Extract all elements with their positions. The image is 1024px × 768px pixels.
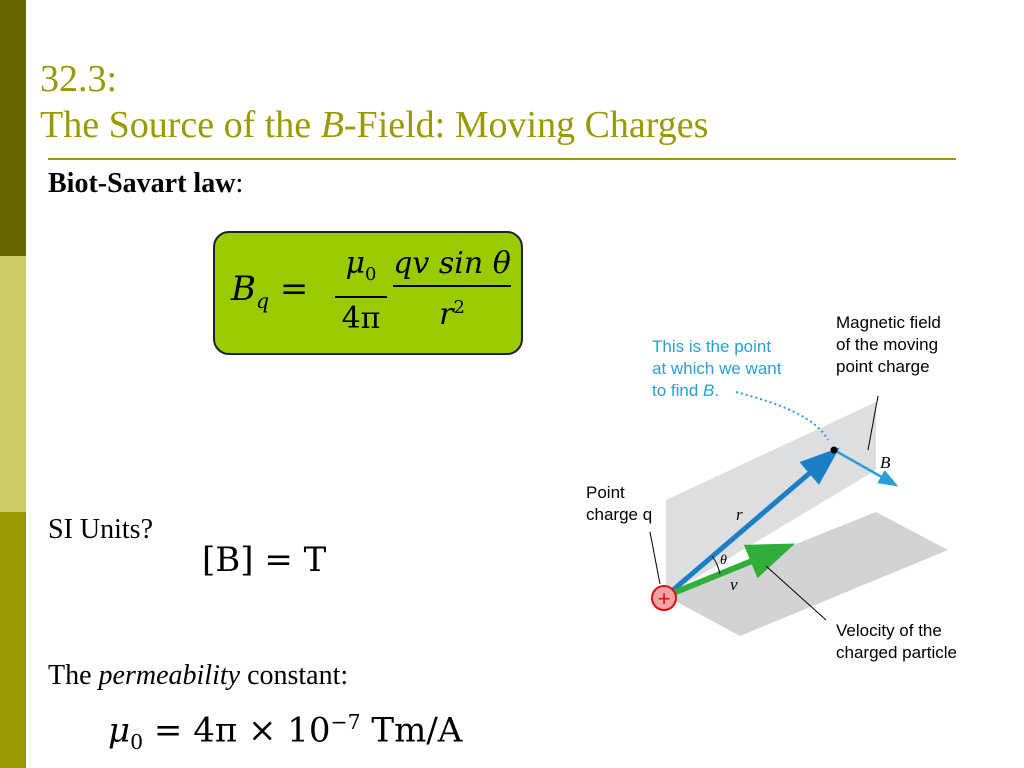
- frac1-denominator: 4π: [341, 300, 381, 336]
- slide-title: [40, 56, 708, 148]
- field-line-2: of the moving: [836, 335, 939, 354]
- fraction-qvsin-over-r2: [393, 245, 511, 334]
- si-units-equation: [B] = T: [202, 540, 327, 580]
- note-line-2: at which we want: [652, 359, 782, 378]
- permeability-sentence: [48, 660, 348, 692]
- r-label: r: [736, 505, 743, 524]
- formula-lhs: [231, 269, 308, 313]
- field-line-1: Magnetic field: [836, 313, 941, 332]
- side-bar-bottom: [0, 512, 26, 768]
- title-text-pre: The Source of the: [40, 104, 321, 146]
- frac1-mu: μ: [345, 246, 366, 281]
- title-text-italic: B: [320, 104, 344, 146]
- B-label: B: [880, 453, 891, 472]
- field-label: [836, 312, 941, 378]
- frac2-denominator: [393, 289, 511, 334]
- mu-rhs: = 4π × 10: [143, 710, 331, 751]
- velocity-label: [836, 620, 957, 664]
- perm-pre: The: [48, 660, 99, 691]
- frac1-bar: [335, 296, 387, 298]
- title-underline: [48, 158, 956, 160]
- side-bar-top: [0, 0, 26, 256]
- formula-equals: =: [279, 269, 309, 309]
- theta-label: θ: [720, 553, 727, 568]
- moving-charge-figure: [570, 300, 1010, 680]
- note-line-3-text: to find: [652, 381, 699, 400]
- biot-savart-label: Biot-Savart law: [48, 168, 236, 199]
- field-point: [831, 447, 838, 454]
- mu-symbol: μ: [108, 710, 131, 751]
- side-bar-middle: [0, 256, 26, 512]
- frac1-mu-sub: 0: [365, 264, 377, 285]
- permeability-equation: [108, 710, 462, 754]
- mu-sub: 0: [130, 730, 144, 755]
- plus-sign: +: [657, 586, 671, 611]
- fraction-mu-over-4pi: [335, 245, 387, 338]
- formula-B: B: [231, 269, 256, 309]
- note-line-1: This is the point: [652, 337, 772, 356]
- field-line-3: point charge: [836, 357, 930, 376]
- mu-unit: Tm/A: [371, 710, 463, 751]
- mu-exp: −7: [330, 710, 361, 734]
- charge-label: [586, 482, 652, 526]
- perm-post: constant:: [240, 660, 349, 691]
- title-line-2: [40, 102, 708, 148]
- note-label: [652, 336, 781, 402]
- title-text-post: -Field: Moving Charges: [343, 104, 709, 146]
- frac1-numerator: [335, 245, 387, 294]
- charge-line-1: Point: [586, 483, 625, 502]
- frac2-r-sup: 2: [453, 296, 465, 318]
- title-line-1: 32.3:: [40, 58, 118, 100]
- frac2-r: r: [439, 296, 454, 332]
- leader-charge: [650, 532, 660, 584]
- heading-colon: :: [235, 168, 244, 199]
- perm-italic: permeability: [98, 660, 241, 691]
- formula-B-sub: q: [256, 288, 270, 313]
- charge-line-2: charge q: [586, 505, 653, 524]
- frac2-bar: [393, 285, 511, 287]
- v-label: v: [730, 575, 738, 594]
- biot-savart-heading: [48, 168, 243, 200]
- velocity-line-2: charged particle: [836, 643, 957, 662]
- velocity-line-1: Velocity of the: [836, 621, 942, 640]
- note-line-3: to find B.: [652, 381, 720, 400]
- biot-savart-formula-box: [213, 231, 523, 355]
- frac2-numerator: qv sin θ: [393, 246, 511, 281]
- si-units-label: SI Units?: [48, 514, 153, 545]
- note-B: B: [703, 381, 715, 400]
